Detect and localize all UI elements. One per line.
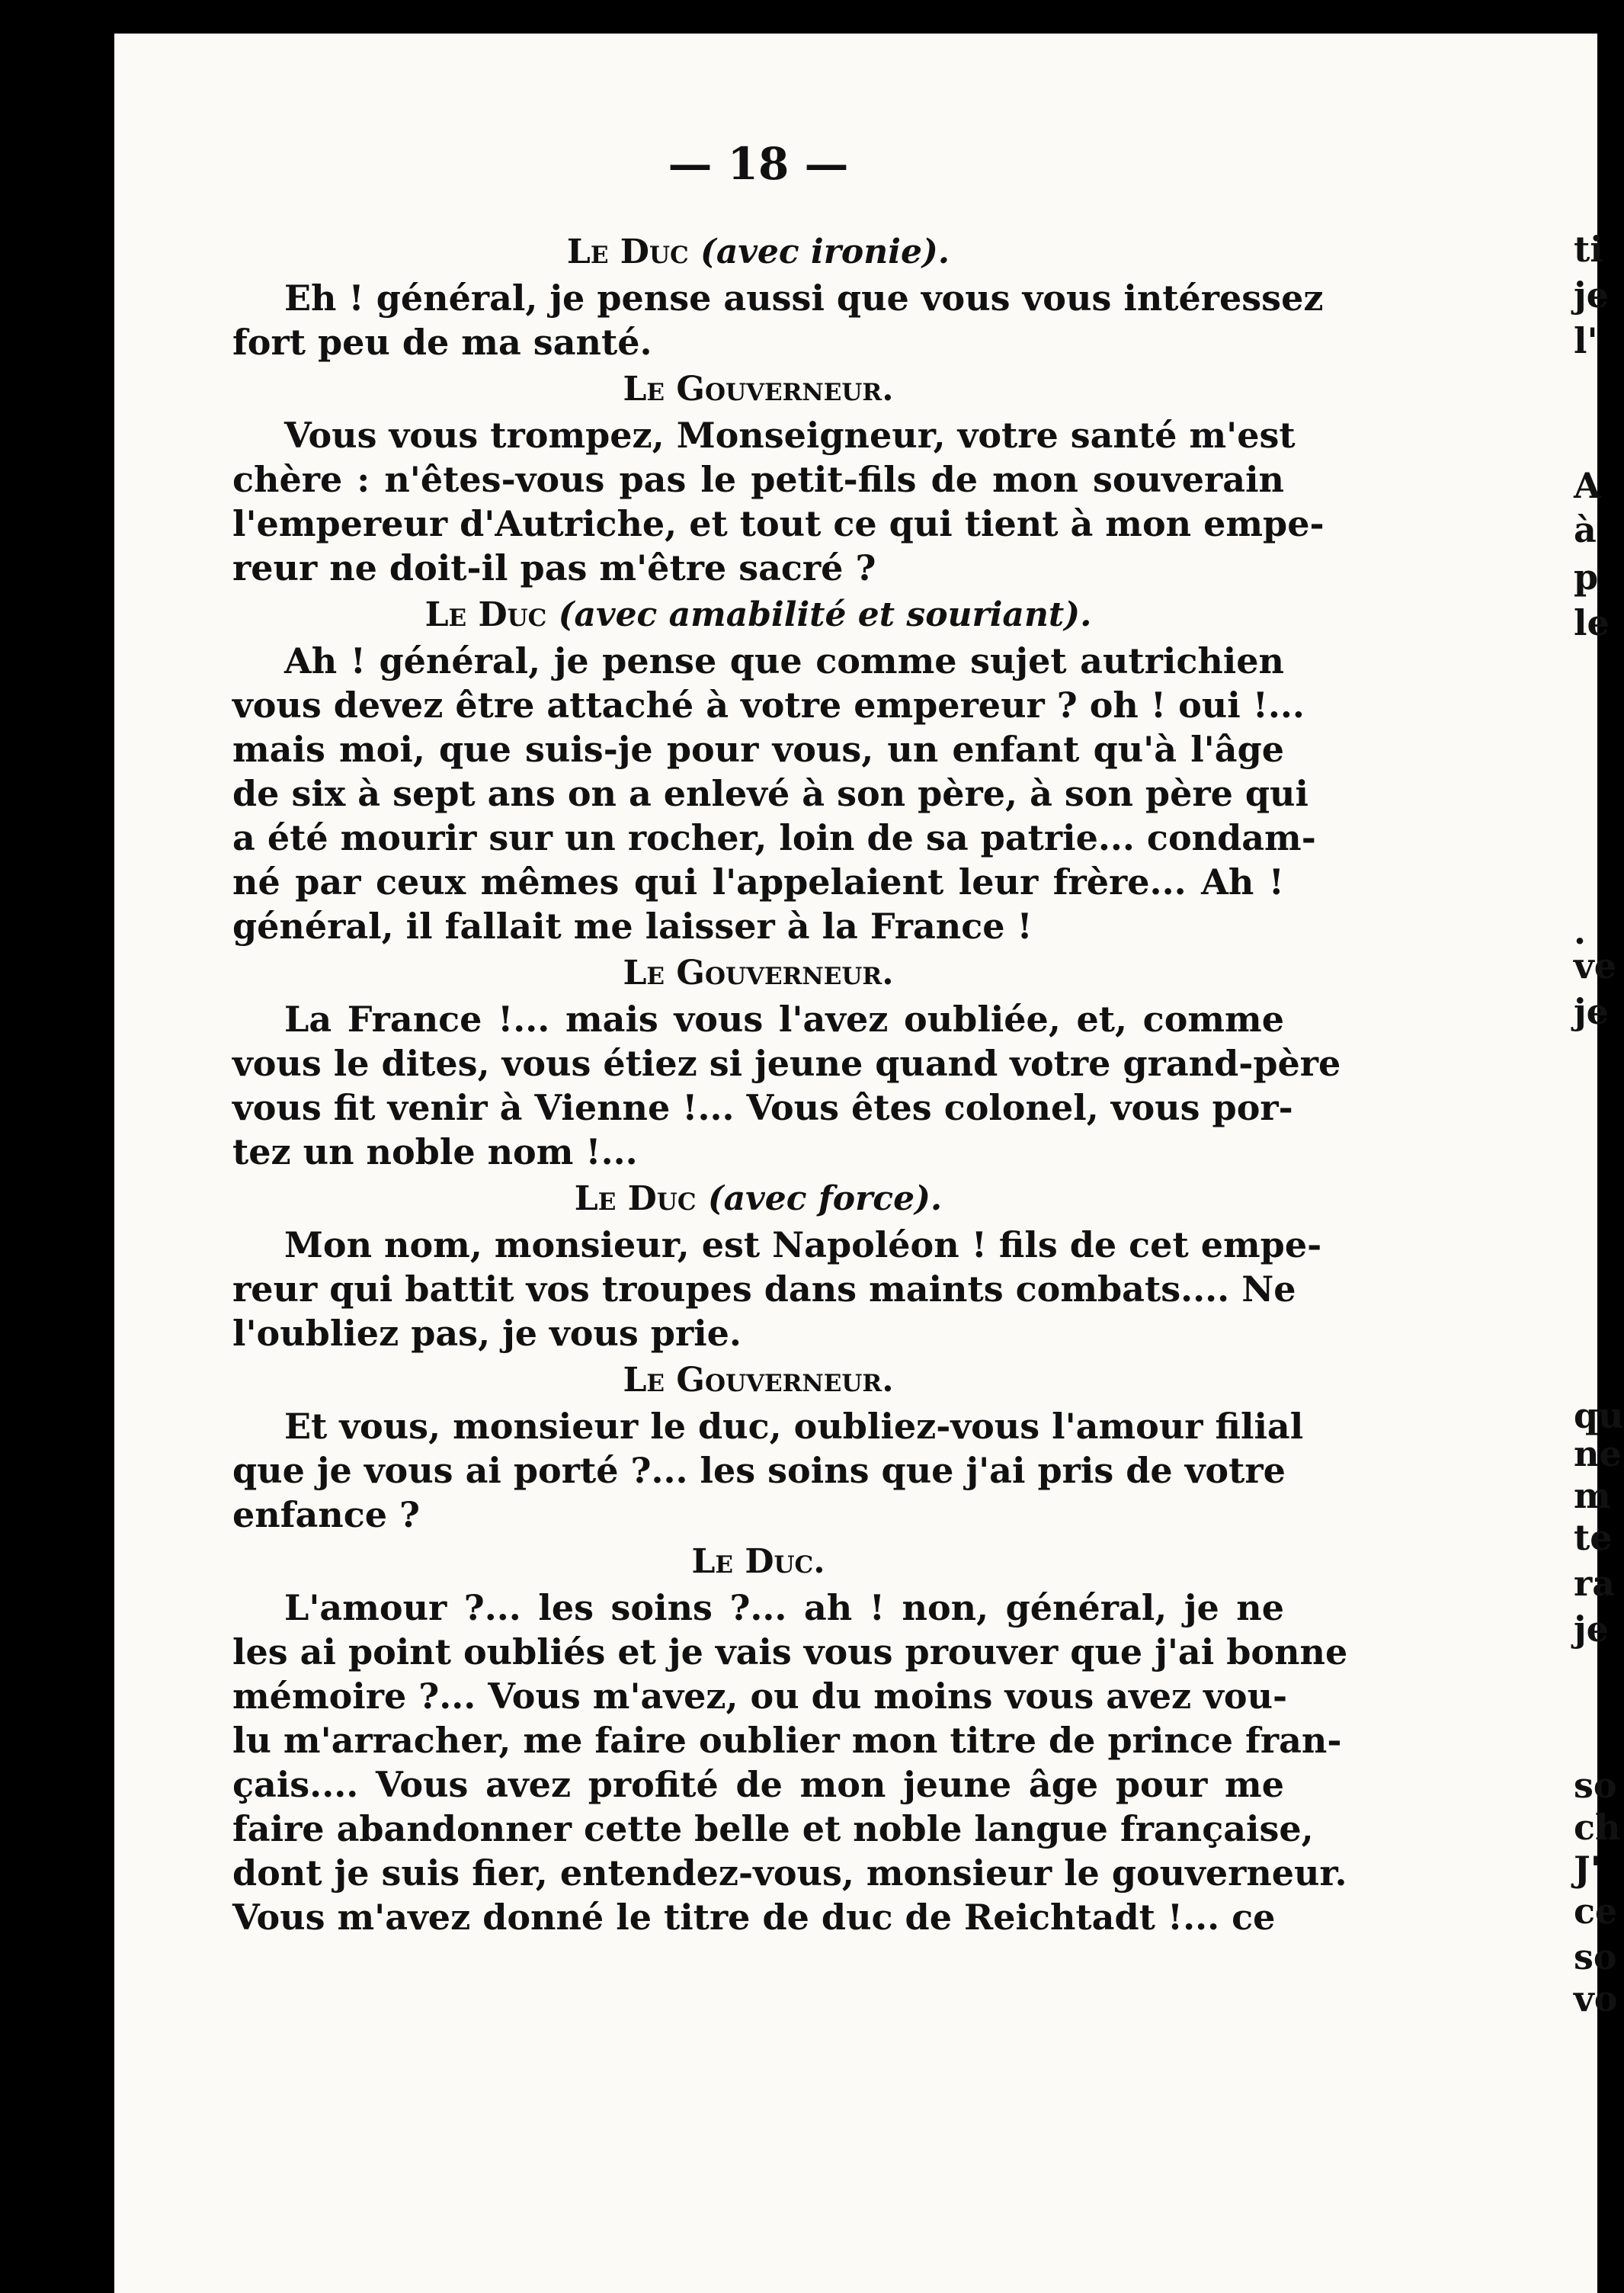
speaker-heading [232, 1175, 1284, 1223]
speaker-heading [232, 366, 1284, 413]
text-line: Vous m'avez donné le titre de duc de Reichtadt !... ce [232, 1897, 1276, 1938]
facing-page-fragment: te [1574, 1517, 1613, 1558]
facing-page-fragment: ti [1574, 229, 1603, 270]
text-line: tez un noble nom !... [232, 1131, 638, 1172]
text-line: général, il fallait me laisser à la France ! [232, 906, 1033, 947]
text-line: l'empereur d'Autriche, et tout ce qui tient à mon empe- [232, 503, 1325, 544]
facing-page-fragment: m [1574, 1475, 1611, 1516]
facing-page-fragment: ne [1574, 1433, 1622, 1474]
facing-page-fragment: le [1574, 602, 1610, 643]
facing-page-fragment: je [1574, 991, 1609, 1032]
speaker-name: Le Gouverneur. [623, 954, 894, 993]
text-line: l'oubliez pas, je vous prie. [232, 1313, 742, 1354]
facing-page-fragment: p [1574, 556, 1599, 598]
speech-paragraph [232, 413, 1325, 590]
text-line: mémoire ?... Vous m'avez, ou du moins vous avez vou- [232, 1676, 1288, 1717]
text-line: mais moi, que suis-je pour vous, un enfant qu'à l'âge [232, 729, 1284, 770]
text-line: L'amour ?... les soins ?... ah ! non, général, je ne [284, 1587, 1284, 1628]
speech-paragraph [232, 1404, 1304, 1537]
facing-page-fragment: A [1574, 465, 1601, 506]
facing-page-fragment: so [1574, 1936, 1617, 1977]
text-line: Eh ! général, je pense aussi que vous vous intéressez [284, 277, 1324, 319]
stage-direction: (avec ironie). [700, 233, 950, 271]
text-line: Ah ! général, je pense que comme sujet autrichien [284, 640, 1284, 681]
text-line: Vous vous trompez, Monseigneur, votre santé m'est [284, 415, 1296, 456]
speaker-heading [232, 950, 1284, 997]
speaker-heading [232, 229, 1284, 276]
facing-page-fragment: ve [1574, 945, 1616, 986]
next-page-edge [1368, 0, 1624, 2293]
facing-page-fragment: J' [1574, 1849, 1601, 1890]
speaker-heading [232, 592, 1284, 639]
speech-paragraph [232, 639, 1316, 948]
speaker-name: Le Gouverneur. [623, 1361, 894, 1400]
facing-page-fragment: je [1574, 274, 1609, 316]
text-line: les ai point oubliés et je vais vous prouver que j'ai bonne [232, 1631, 1348, 1672]
text-line: La France !... mais vous l'avez oubliée, et, comme [284, 999, 1284, 1040]
text-line: çais.... Vous avez profité de mon jeune âge pour me [232, 1764, 1284, 1805]
facing-page-fragment: l' [1574, 320, 1598, 361]
facing-page-fragment: je [1574, 1608, 1609, 1650]
speaker-name: Le Duc [566, 233, 689, 271]
text-line: que je vous ai porté ?... les soins que j'ai pris de votre [232, 1450, 1286, 1491]
facing-page-fragment: so [1574, 1765, 1617, 1806]
facing-page-fragment: vo [1574, 1978, 1618, 2019]
text-line: lu m'arracher, me faire oublier mon titre de prince fran- [232, 1720, 1342, 1761]
speaker-name: Le Gouverneur. [623, 370, 894, 409]
speaker-heading [232, 1538, 1284, 1586]
text-line: reur ne doit-il pas m'être sacré ? [232, 547, 876, 588]
facing-page-fragment: qu [1574, 1395, 1624, 1436]
speaker-name: Le Duc [574, 1179, 697, 1218]
text-line: enfance ? [232, 1494, 420, 1535]
speaker-name: Le Duc [424, 595, 547, 634]
text-line: vous le dites, vous étiez si jeune quand votre grand-père [232, 1043, 1341, 1084]
speaker-heading [232, 1357, 1284, 1404]
text-line: de six à sept ans on a enlevé à son père, à son père qui [232, 773, 1308, 814]
speech-paragraph [232, 1223, 1322, 1355]
text-line: né par ceux mêmes qui l'appelaient leur frère... Ah ! [232, 861, 1284, 903]
speech-paragraph [232, 997, 1341, 1174]
speech-paragraph [232, 276, 1324, 364]
text-line: dont je suis fier, entendez-vous, monsieur le gouverneur. [232, 1852, 1347, 1894]
text-line: a été mourir sur un rocher, loin de sa patrie... condam- [232, 817, 1316, 858]
stage-direction: (avec force). [707, 1179, 943, 1218]
page-text [232, 130, 1348, 1941]
text-line: Et vous, monsieur le duc, oubliez-vous l'amour filial [284, 1406, 1304, 1447]
text-line: vous fit venir à Vienne !... Vous êtes colonel, vous por- [232, 1087, 1293, 1128]
stage-direction: (avec amabilité et souriant). [558, 595, 1092, 634]
facing-page-fragment: ra [1574, 1563, 1616, 1604]
text-line: reur qui battit vos troupes dans maints combats.... Ne [232, 1268, 1296, 1310]
text-line: vous devez être attaché à votre empereur ? oh ! oui !... [232, 685, 1305, 726]
text-line: chère : n'êtes-vous pas le petit-fils de mon souverain [232, 459, 1284, 500]
facing-page-fragment: ch [1574, 1807, 1621, 1848]
text-line: Mon nom, monsieur, est Napoléon ! fils de cet empe- [284, 1224, 1322, 1265]
facing-page-fragment: à [1574, 509, 1597, 550]
dialogue [232, 229, 1348, 1939]
facing-page-fragment: ce [1574, 1891, 1618, 1932]
text-line: fort peu de ma santé. [232, 322, 652, 363]
speaker-name: Le Duc. [691, 1542, 825, 1581]
page-number: — 18 — [668, 138, 849, 190]
text-line: faire abandonner cette belle et noble langue française, [232, 1808, 1314, 1849]
facing-page-fragment: . [1574, 911, 1587, 952]
speech-paragraph [232, 1586, 1348, 1939]
